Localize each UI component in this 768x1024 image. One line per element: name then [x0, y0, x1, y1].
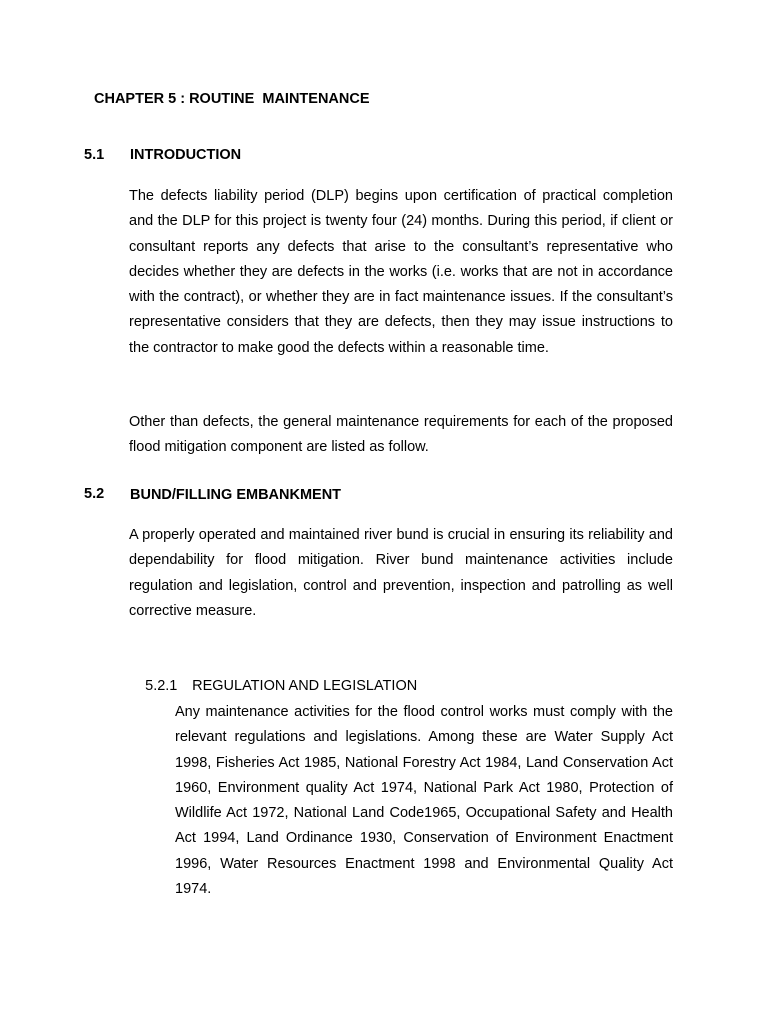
chapter-title: CHAPTER 5 : ROUTINE MAINTENANCE: [94, 91, 370, 107]
bund-paragraph: A properly operated and maintained river bund is crucial in ensuring its reliability and dependability for flood mitigation. River bund maintenance activities include regulation and legislation, control and prevention, inspection and patrolling as well corrective measure.: [129, 527, 673, 619]
section-title-bund-filling-embankment: BUND/FILLING EMBANKMENT: [130, 487, 342, 503]
subsection-number: 5.2.1: [145, 678, 178, 694]
section-number-5-1: 5.1: [84, 147, 105, 163]
section-number-5-2: 5.2: [84, 486, 105, 502]
introduction-paragraph-2: Other than defects, the general maintenance requirements for each of the proposed flood mitigation component are listed as follow.: [129, 414, 673, 456]
section-title-introduction: INTRODUCTION: [130, 147, 242, 163]
subsection-title: REGULATION AND LEGISLATION: [192, 678, 418, 694]
introduction-paragraph-1: The defects liability period (DLP) begins upon certification of practical completion and the DLP for this project is twenty four (24) months. During this period, if client or consultant reports any defects that arise to the consultant’s representative who decides whether they are defects in the works (i.e. works that are not in accordance with the contract), or whether they are in fact maintenance issues. If the consultant’s representative considers that they are defects, then they may issue instructions to the contractor to make good the defects within a reasonable time.: [129, 188, 673, 356]
regulation-paragraph: Any maintenance activities for the flood control works must comply with the relevant regulations and legislations. Among these are Water Supply Act 1998, Fisheries Act 1985, National Forestry Act 1984, Land Conservation Act 1960, Environment quality Act 1974, National Park Act 1980, Protection of Wildlife Act 1972, National Land Code1965, Occupational Safety and Health Act 1994, Land Ordinance 1930, Conservation of Environment Enactment 1996, Water Resources Enactment 1998 and Environmental Quality Act 1974.: [175, 704, 673, 898]
